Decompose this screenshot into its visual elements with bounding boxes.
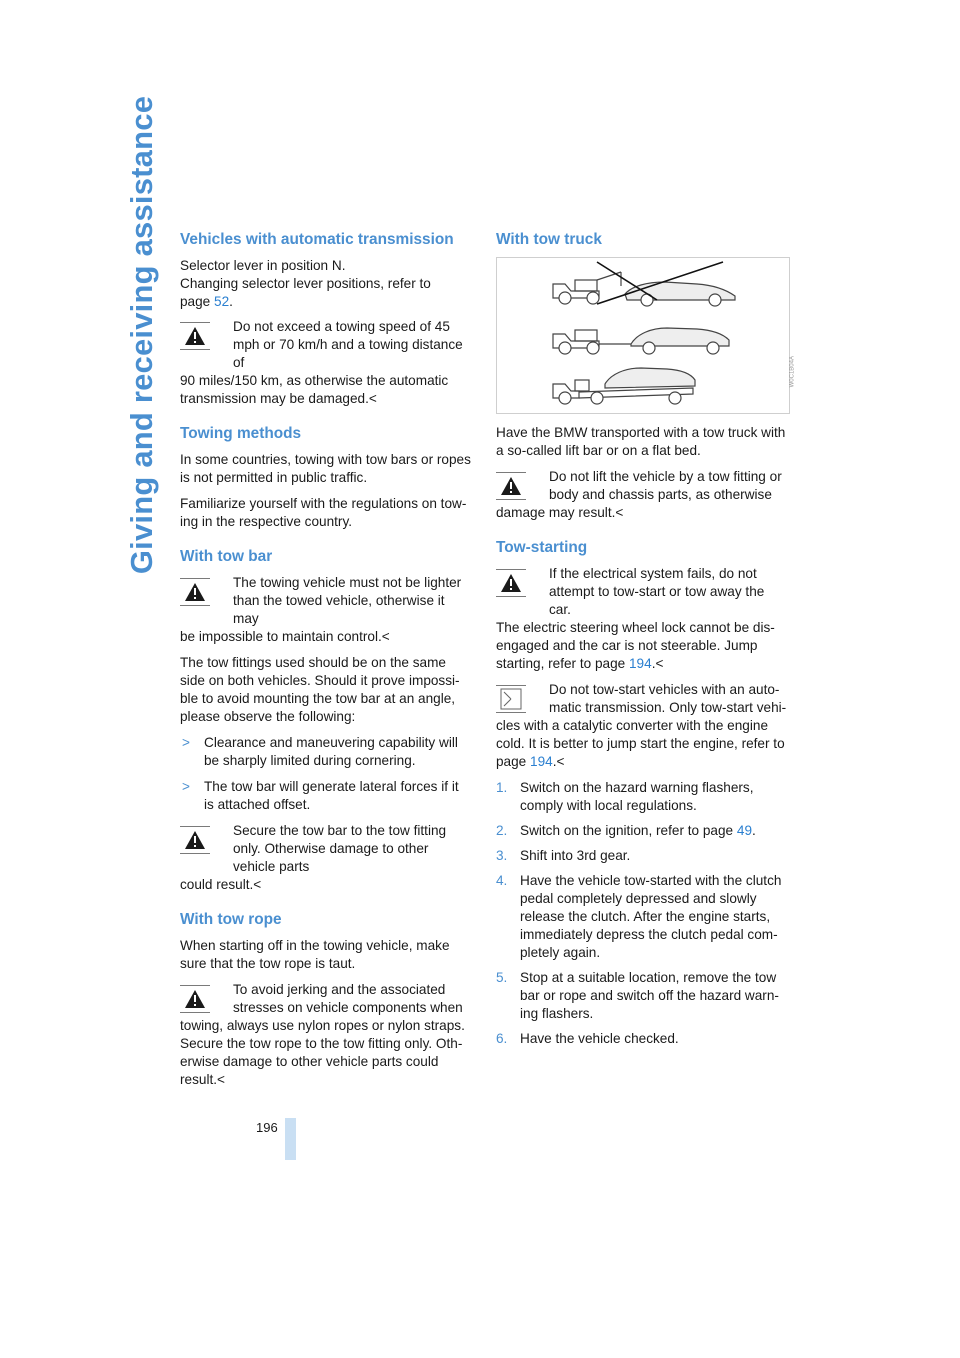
list-item <box>496 779 788 815</box>
list-item <box>496 872 788 962</box>
list-item <box>496 969 788 1023</box>
step-text: Switch on the ignition, refer to page <box>520 823 737 838</box>
right-column <box>496 230 795 1055</box>
warning-rope-text-a: To avoid jerking and the associated stresses on vehicle components when <box>233 982 463 1015</box>
warning-triangle-icon <box>180 322 210 350</box>
towing-methods-heading: Towing methods <box>180 425 302 442</box>
tow-bar-heading: With tow bar <box>180 548 273 565</box>
note-automatic-text-b: cles with a catalytic converter with the engine cold. It is better to jump start the engine, refer to page <box>496 718 785 769</box>
step-text: Switch on the hazard warning flashers, comply with local regulations. <box>520 780 754 813</box>
warning-note-tow-bar <box>180 822 472 894</box>
page-link-52[interactable]: 52 <box>214 294 230 309</box>
step-number: 4. <box>496 873 508 888</box>
tow-truck-drawing <box>497 258 789 413</box>
warning-triangle-icon <box>180 985 210 1013</box>
automatic-transmission-heading: Vehicles with automatic transmission <box>180 231 454 248</box>
warning-speed-text-b: 90 miles/150 km, as otherwise the automatic transmission may be damaged.< <box>180 373 449 406</box>
warning-electrical-text-b: The electric steering wheel lock cannot be dis-engaged and the car is not steerable. Jump starting, refer to page <box>496 620 775 671</box>
warning-electrical-end: .< <box>651 656 664 671</box>
section-side-title <box>112 0 172 670</box>
auto-line-2: Changing selector lever positions, refer to <box>180 276 431 291</box>
note-automatic-text-a: Do not tow-start vehicles with an auto-matic transmission. Only tow-start vehi- <box>549 682 787 715</box>
warning-triangle-icon <box>496 569 526 597</box>
step-number: 3. <box>496 848 508 863</box>
auto-line-3-end: . <box>229 294 233 309</box>
warning-electrical-text-a: If the electrical system fails, do not attempt to tow-start or tow away the car. <box>549 566 765 617</box>
tow-truck-para: Have the BMW transported with a tow truck with a so-called lift bar or on a flat bed. <box>496 425 786 458</box>
bullet-text: Clearance and maneuvering capability will be sharply limited during cornering. <box>204 735 458 768</box>
towing-methods-para-1: In some countries, towing with tow bars or ropes is not permitted in public traffic. <box>180 452 471 485</box>
note-automatic-tow-start <box>496 681 788 771</box>
auto-line-1: Selector lever in position N. <box>180 258 346 273</box>
page-link-194[interactable]: 194 <box>629 656 652 671</box>
warning-lift-text-a: Do not lift the vehicle by a tow fitting or body and chassis parts, as otherwise <box>549 469 782 502</box>
step-number: 5. <box>496 970 508 985</box>
tow-truck-illustration <box>496 257 795 414</box>
not-permitted-icon <box>496 685 526 713</box>
towing-methods-para-2: Familiarize yourself with the regulations on tow-ing in the respective country. <box>180 496 467 529</box>
step-text: Shift into 3rd gear. <box>520 848 631 863</box>
warning-triangle-icon <box>180 826 210 854</box>
section-side-title-text: Giving and receiving assistance <box>124 95 160 575</box>
warning-tow-bar-text-b: could result.< <box>180 877 262 892</box>
tow-bar-para: The tow fittings used should be on the same side on both vehicles. Should it prove impossi-ble to avoid mounting the tow bar at an angle, please observe the following: <box>180 655 460 724</box>
bullet-text: The tow bar will generate lateral forces if it is attached offset. <box>204 779 459 812</box>
warning-note-electrical <box>496 565 788 673</box>
list-item <box>180 734 472 770</box>
list-item <box>496 822 788 840</box>
warning-lift-text-b: damage may result.< <box>496 505 624 520</box>
tow-rope-heading: With tow rope <box>180 911 282 928</box>
warning-rope-text-b: towing, always use nylon ropes or nylon straps. Secure the tow rope to the tow fitting only. Oth-erwise damage to other vehicle parts could result.< <box>180 1018 465 1087</box>
page-number: 196 <box>256 1120 278 1135</box>
warning-note-weight <box>180 574 472 646</box>
warning-weight-text-b: be impossible to maintain control.< <box>180 629 390 644</box>
auto-line-3: page <box>180 294 215 309</box>
list-item <box>496 1030 788 1048</box>
page-link-49[interactable]: 49 <box>736 823 753 838</box>
left-column <box>180 230 472 1097</box>
tow-rope-para: When starting off in the towing vehicle, make sure that the tow rope is taut. <box>180 938 450 971</box>
figure-id: W0C1B04A <box>789 356 795 388</box>
tow-starting-heading: Tow-starting <box>496 539 588 556</box>
step-text: Have the vehicle tow-started with the clutch pedal completely depressed and slowly release the clutch. After the engine starts, immediately depress the clutch pedal com-pletely again. <box>520 873 782 960</box>
warning-note-lift <box>496 468 788 522</box>
step-number: 1. <box>496 780 508 795</box>
note-automatic-end: .< <box>552 754 565 769</box>
bullet-marker: > <box>182 735 190 750</box>
bullet-marker: > <box>182 779 190 794</box>
warning-note-speed <box>180 318 472 408</box>
step-number: 2. <box>496 823 508 838</box>
list-item <box>180 778 472 814</box>
warning-triangle-icon <box>496 472 526 500</box>
warning-speed-text-a: Do not exceed a towing speed of 45 mph or 70 km/h and a towing distance of <box>233 319 463 370</box>
page-marker-bar <box>285 1118 296 1160</box>
step-text: Have the vehicle checked. <box>520 1031 679 1046</box>
automatic-transmission-text <box>180 257 472 311</box>
step-text-end: . <box>752 823 756 838</box>
step-number: 6. <box>496 1031 508 1046</box>
warning-tow-bar-text-a: Secure the tow bar to the tow fitting only. Otherwise damage to other vehicle parts <box>233 823 447 874</box>
warning-weight-text-a: The towing vehicle must not be lighter than the towed vehicle, otherwise it may <box>233 575 462 626</box>
tow-truck-heading: With tow truck <box>496 231 602 248</box>
warning-note-rope <box>180 981 472 1089</box>
page-link-194[interactable]: 194 <box>530 754 553 769</box>
list-item <box>496 847 788 865</box>
step-text: Stop at a suitable location, remove the tow bar or rope and switch off the hazard warn-ing flashers. <box>520 970 779 1021</box>
warning-triangle-icon <box>180 578 210 606</box>
